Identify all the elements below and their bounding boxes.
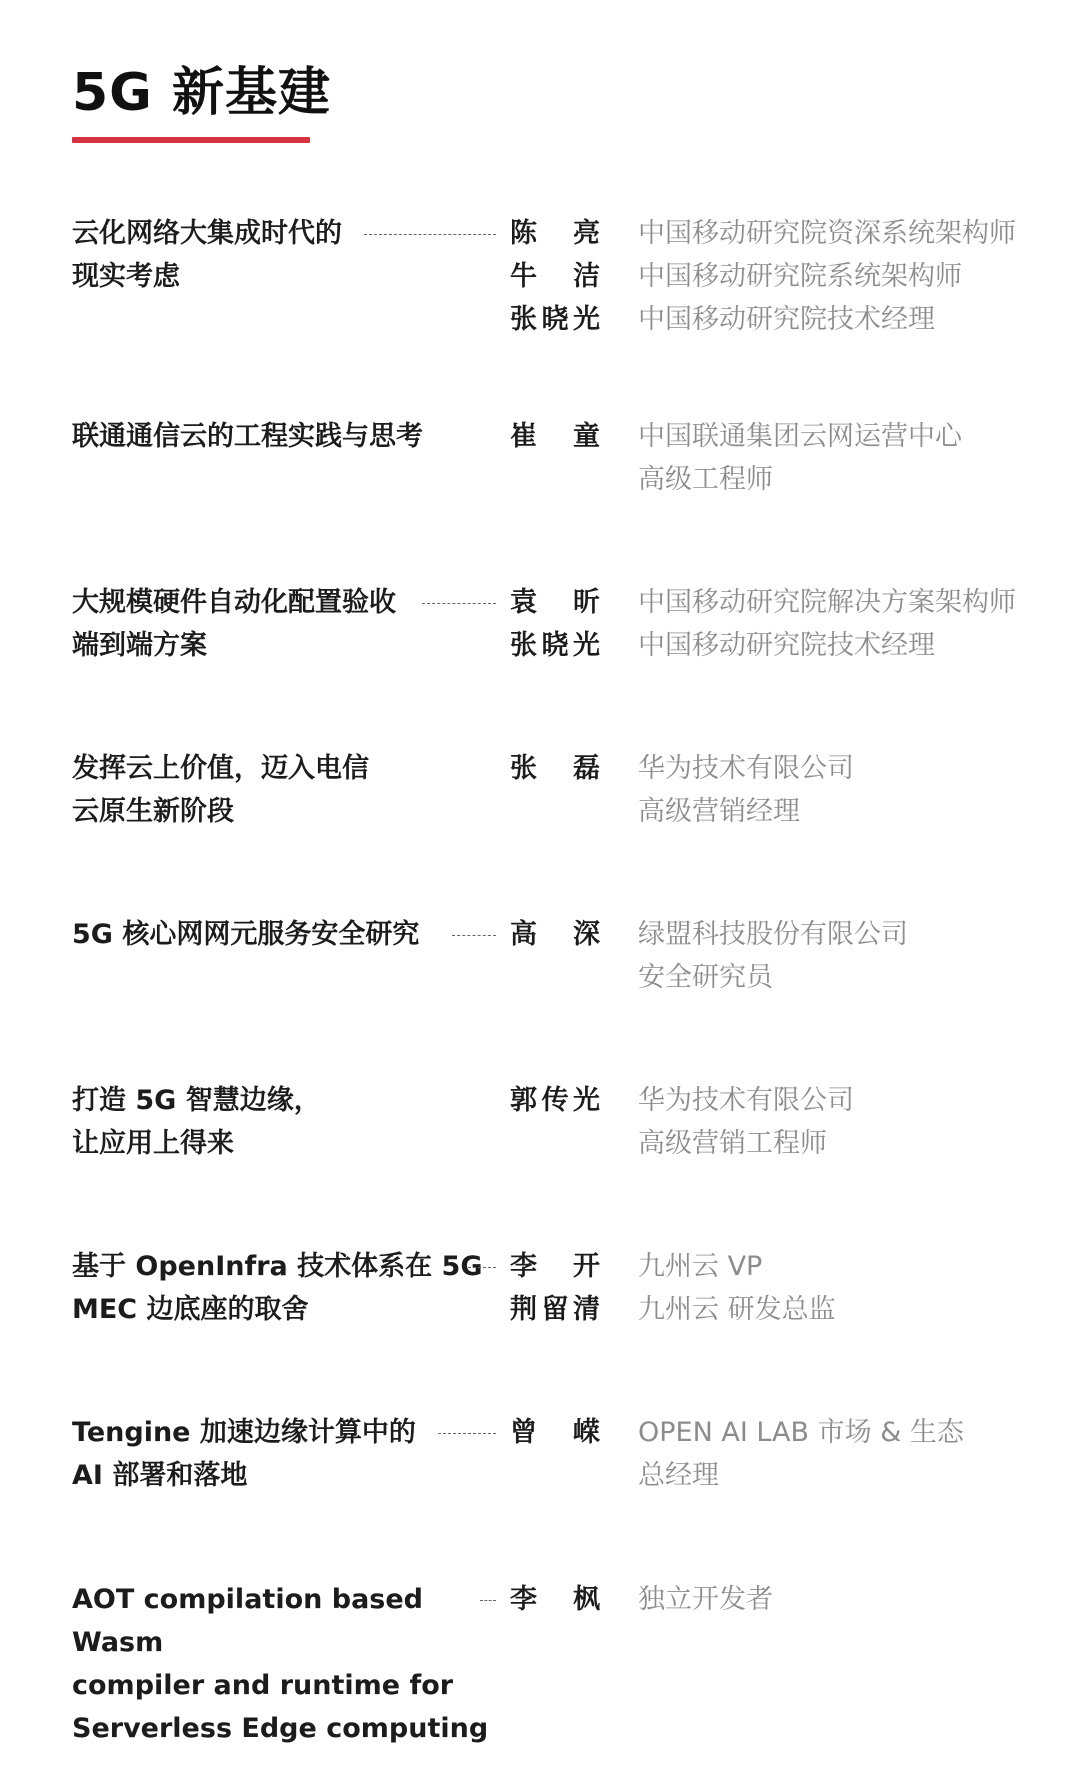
speaker-affiliation: [638, 747, 1058, 833]
affiliation-line: 中国联通集团云网运营中心: [638, 421, 962, 452]
speaker-name: 荆留清: [510, 1294, 600, 1325]
affiliation-line: 安全研究员: [638, 962, 773, 993]
talk-title: 云化网络大集成时代的 现实考虑: [72, 218, 342, 292]
talk-item: [0, 1578, 1080, 1744]
affiliation-line: 华为技术有限公司: [638, 1085, 854, 1116]
speaker-list: [510, 212, 600, 341]
speaker-name: 曾 嵘: [510, 1417, 600, 1448]
talk-item: [0, 1411, 1080, 1571]
affiliation-line: 中国移动研究院技术经理: [638, 304, 935, 335]
speaker-name: 高 深: [510, 919, 600, 950]
speaker-affiliation: [638, 1245, 1058, 1331]
speaker-list: [510, 1079, 600, 1122]
talk-title: 联通通信云的工程实践与思考: [72, 421, 423, 452]
talk-item: [0, 747, 1080, 907]
affiliation-line: 总经理: [638, 1460, 719, 1491]
speaker-name: 李 开: [510, 1251, 600, 1282]
speaker-affiliation: [638, 1079, 1058, 1165]
speaker-affiliation: [638, 415, 1058, 501]
speaker-affiliation: [638, 581, 1058, 667]
speaker-name: 陈 亮: [510, 218, 600, 249]
dotted-leader: [452, 935, 496, 936]
dotted-leader: [364, 234, 496, 235]
talk-item: [0, 212, 1080, 372]
speaker-list: [510, 1245, 600, 1331]
dotted-leader: [468, 1267, 496, 1268]
speaker-list: [510, 1411, 600, 1454]
speaker-list: [510, 913, 600, 956]
affiliation-line: 九州云 VP: [638, 1251, 763, 1282]
speaker-name: 张晓光: [510, 630, 600, 661]
speaker-affiliation: [638, 1578, 1058, 1621]
speaker-list: [510, 581, 600, 667]
speaker-name: 牛 洁: [510, 261, 600, 292]
speaker-name: 张晓光: [510, 304, 600, 335]
talk-item: [0, 415, 1080, 575]
speaker-name: 李 枫: [510, 1584, 600, 1615]
speaker-name: 崔 童: [510, 421, 600, 452]
speaker-name: 郭传光: [510, 1085, 600, 1116]
affiliation-line: 独立开发者: [638, 1584, 773, 1615]
affiliation-line: 高级工程师: [638, 464, 773, 495]
talk-title: 5G 核心网网元服务安全研究: [72, 919, 420, 950]
speaker-affiliation: [638, 913, 1058, 999]
speaker-list: [510, 1578, 600, 1621]
talk-title: 发挥云上价值，迈入电信 云原生新阶段: [72, 753, 369, 827]
affiliation-line: 中国移动研究院系统架构师: [638, 261, 962, 292]
talk-item: [0, 581, 1080, 741]
talk-title: 基于 OpenInfra 技术体系在 5G MEC 边底座的取舍: [72, 1251, 483, 1325]
affiliation-line: 高级营销经理: [638, 796, 800, 827]
speaker-affiliation: [638, 212, 1058, 341]
talk-item: [0, 1245, 1080, 1405]
dotted-leader: [438, 1433, 496, 1434]
talk-title: AOT compilation based Wasm compiler and runtime for Serverless Edge computing: [72, 1584, 489, 1744]
affiliation-line: 中国移动研究院解决方案架构师: [638, 587, 1016, 618]
title-underline: [72, 137, 310, 143]
affiliation-line: 中国移动研究院资深系统架构师: [638, 218, 1016, 249]
speaker-list: [510, 747, 600, 790]
dotted-leader: [422, 603, 496, 604]
talk-item: [0, 913, 1080, 1073]
dotted-leader: [480, 1600, 496, 1601]
affiliation-line: 中国移动研究院技术经理: [638, 630, 935, 661]
affiliation-line: OPEN AI LAB 市场 & 生态: [638, 1417, 964, 1448]
talk-title: 大规模硬件自动化配置验收 端到端方案: [72, 587, 396, 661]
speaker-list: [510, 415, 600, 458]
speaker-name: 袁 昕: [510, 587, 600, 618]
affiliation-line: 华为技术有限公司: [638, 753, 854, 784]
affiliation-line: 九州云 研发总监: [638, 1294, 836, 1325]
affiliation-line: 高级营销工程师: [638, 1128, 827, 1159]
talk-title: 打造 5G 智慧边缘， 让应用上得来: [72, 1085, 321, 1159]
talk-title: Tengine 加速边缘计算中的 AI 部署和落地: [72, 1417, 416, 1491]
speaker-affiliation: [638, 1411, 1058, 1497]
talk-item: [0, 1079, 1080, 1239]
affiliation-line: 绿盟科技股份有限公司: [638, 919, 908, 950]
section-title: 5G 新基建: [72, 63, 331, 123]
speaker-name: 张 磊: [510, 753, 600, 784]
